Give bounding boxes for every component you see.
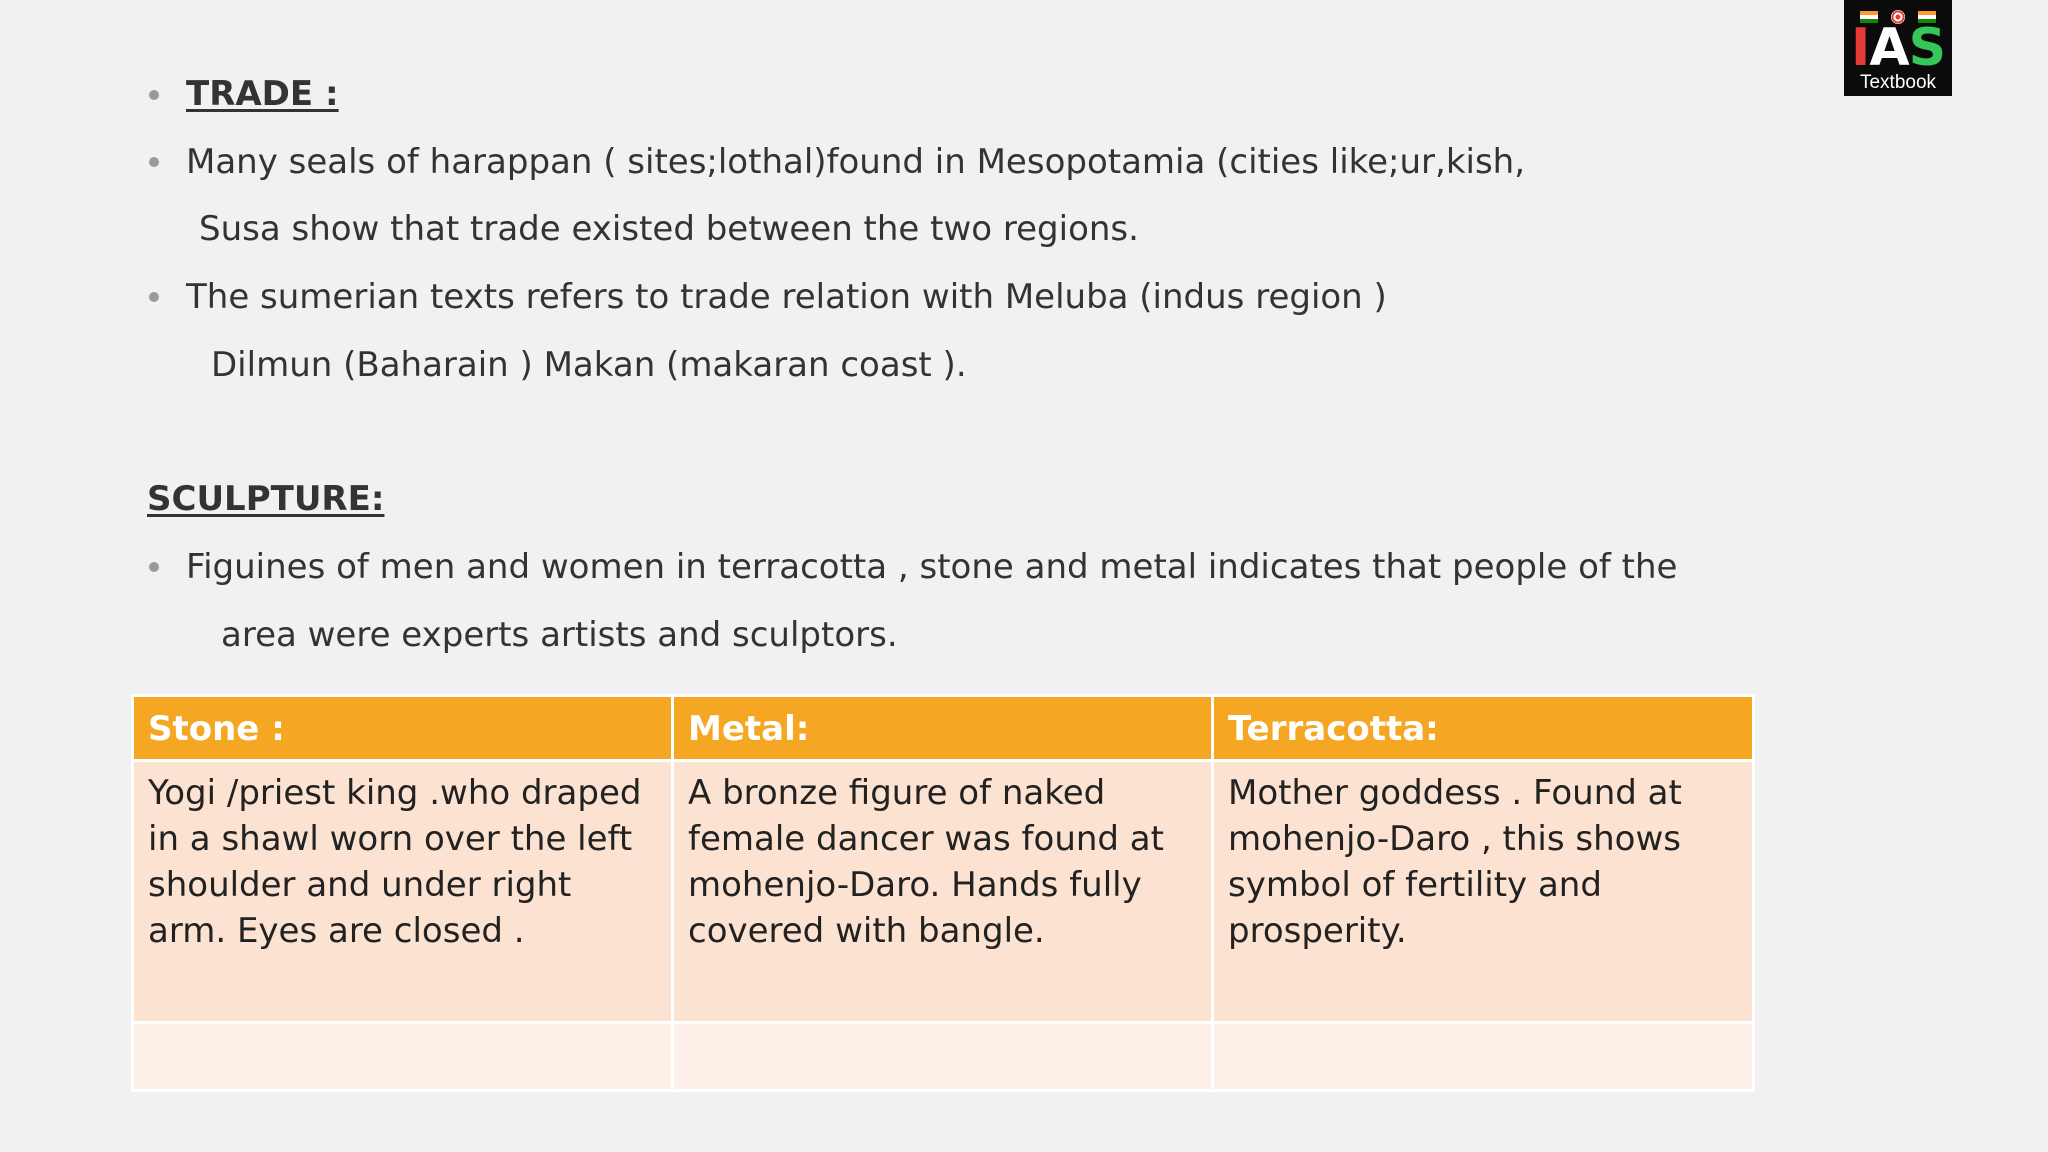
bullet-icon	[149, 292, 159, 302]
empty-cell	[673, 1023, 1213, 1091]
table-empty-row	[133, 1023, 1754, 1091]
cell-terracotta: Mother goddess . Found at mohenjo-Daro , this shows symbol of fertility and prosperity.	[1213, 761, 1754, 1023]
header-terracotta: Terracotta:	[1213, 696, 1754, 761]
logo-letter-a: A	[1869, 18, 1909, 78]
sculpture-heading: SCULPTURE:	[147, 479, 385, 519]
header-metal: Metal:	[673, 696, 1213, 761]
bullet-icon	[149, 90, 159, 100]
empty-cell	[133, 1023, 673, 1091]
sculpture-table	[131, 694, 1755, 1092]
bullet-icon	[149, 562, 159, 572]
cell-stone: Yogi /priest king .who draped in a shawl worn over the left shoulder and under right arm. Eyes are closed .	[133, 761, 673, 1023]
header-stone: Stone :	[133, 696, 673, 761]
trade-line-1: Many seals of harappan ( sites;lothal)found in Mesopotamia (cities like;ur,kish,	[186, 142, 1526, 182]
sculpture-line-2: area were experts artists and sculptors.	[221, 615, 898, 655]
empty-cell	[1213, 1023, 1754, 1091]
logo-letter-i: I	[1850, 18, 1870, 78]
sculpture-line-1: Figuines of men and women in terracotta , stone and metal indicates that people of the	[186, 547, 1678, 587]
trade-line-4: Dilmun (Baharain ) Makan (makaran coast ).	[211, 345, 967, 385]
table-row	[133, 761, 1754, 1023]
logo-subtitle: Textbook	[1859, 72, 1937, 93]
trade-heading: TRADE :	[186, 74, 339, 114]
logo-letter-s: S	[1908, 18, 1946, 78]
ias-textbook-logo	[1844, 0, 1952, 96]
cell-metal: A bronze figure of naked female dancer was found at mohenjo-Daro. Hands fully covered with bangle.	[673, 761, 1213, 1023]
trade-line-2: Susa show that trade existed between the two regions.	[199, 209, 1139, 249]
logo-mark	[1844, 20, 1952, 76]
bullet-icon	[149, 157, 159, 167]
table-header-row	[133, 696, 1754, 761]
trade-line-3: The sumerian texts refers to trade relation with Meluba (indus region )	[186, 277, 1387, 317]
